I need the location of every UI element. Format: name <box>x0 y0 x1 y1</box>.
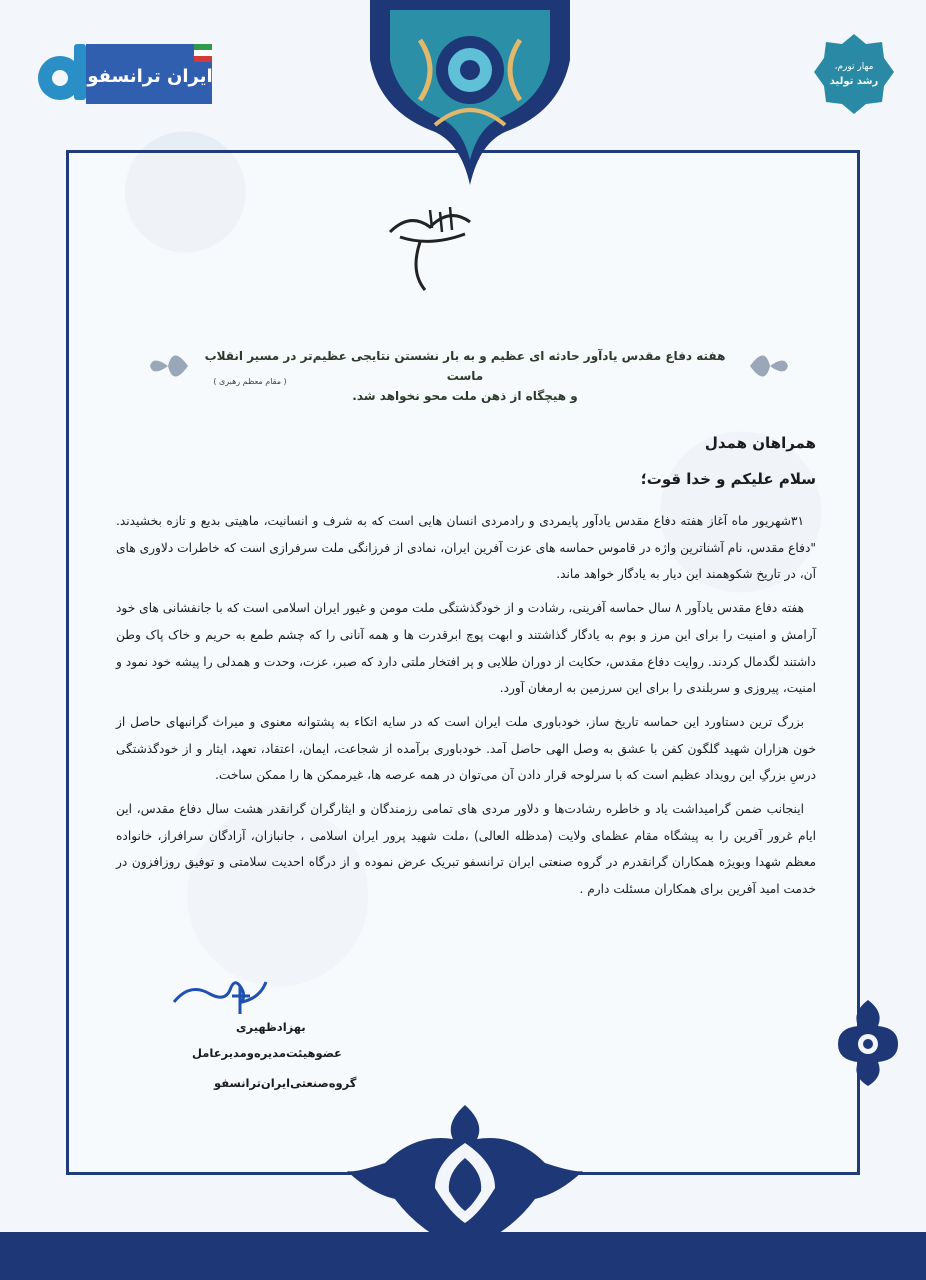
side-arabesque-ornament <box>832 998 904 1088</box>
quote-ornament-left <box>148 345 190 387</box>
quote-ornament-right <box>748 345 790 387</box>
salutation: سلام علیکم و خدا قوت؛ <box>640 470 816 488</box>
top-arabesque-ornament <box>360 0 580 190</box>
leader-quote <box>200 346 730 406</box>
footer-bar <box>0 1232 926 1280</box>
greeting: همراهان همدل <box>704 434 816 452</box>
badge-line: رشد تولید <box>829 76 879 87</box>
paragraph: ۳۱شهریور ماه آغاز هفته دفاع مقدس یادآور پایمردی و رادمردی انسان هایی است که به شرف و انسانیت، ماهیتی بدیع و تازه بخشیدند. "دفاع مقدس، نام آشناترین واژه در قاموس حماسه های عزت آفرین ایران، نمادی از فرزانگی ملت سرفرازی است که خاطرات دلاوری های آن، در تاریخ شکوهمند این دیار به یادگار خواهد ماند. <box>116 514 816 582</box>
quote-line: هفته دفاع مقدس یادآور حادثه ای عظیم و به بار نشستن نتایجی عظیم‌تر در مسیر انقلاب ماست <box>204 349 726 383</box>
signatory-name: بهزادظهیری <box>236 1020 306 1034</box>
logo-text: ایران ترانسفو <box>87 66 213 87</box>
badge-line: مهار تورم، <box>834 62 874 72</box>
basmala-calligraphy <box>380 192 480 292</box>
paragraph: بزرگ ترین دستاورد این حماسه تاریخ ساز، خودباوری ملت ایران است که در سایه اتکاء به پشتوانه معنوی و میراث گرانبهای حاصل از خون هزاران شهید گلگون کفن با عشق به وصل الهی حاصل آمد. خودباوری برآمده از شجاعت، ایمان، اعتقاد، تعهد، ایثار و از خودگذشتگی درسِ بزرگِ این رویداد عظیم است که با سرلوحه قرار دادن آن می‌توان در همه عرصه ها، غیرممکن ها را ممکن ساخت. <box>116 714 816 783</box>
handwritten-signature <box>170 972 270 1022</box>
paragraph: هفته دفاع مقدس یادآور ۸ سال حماسه آفرینی، رشادت و از خودگذشتگی ملت مومن و غیور ایران اسلامی است که با جانفشانی های خود آرامش و امنیت را برای این مرز و بوم به یادگار گذاشتند و ابهت پوچ ابرقدرت ها و همه آنانی را که چشم طمع به حریم و خاک پاک وطن داشتند لگدمال کردند. روایت دفاع مقدس، حکایت از دوران طلایی و پر افتخار ملتی دارد که صبر، عزت، وحدت و همدلی را پیشه خود نمود و امنیت، پیروزی و سربلندی را برای این سرزمین به ارمغان آورد. <box>116 601 816 696</box>
iran-transfo-logo <box>30 38 214 108</box>
quote-source: ( مقام معظم رهبری ) <box>213 377 287 386</box>
signatory-company: گروه‌صنعتی‌ایران‌ترانسفو <box>214 1076 357 1090</box>
campaign-slogan-badge <box>812 32 896 116</box>
bottom-arabesque-ornament <box>345 1103 585 1253</box>
signatory-title: عضوهیئت‌مدیره‌ومدیرعامل <box>192 1046 342 1060</box>
paragraph: اینجانب ضمن گرامیداشت یاد و خاطره رشادت‌ها و دلاور مردی های تمامی رزمندگان و ایثارگران گرانقدر هشت سال دفاع مقدس، این ایام غرور آفرین را به پیشگاه مقام عظمای ولایت (مدظله العالی) ،ملت شهید پرور ایران اسلامی ، جانبازان، آزادگان سرافراز، خانواده معظم شهدا وبویژه همکاران گرانقدرم در گروه صنعتی ایران ترانسفو تبریک عرض نموده و از درگاه احدیت سلامتی و توفیق روزافزون در خدمت امید آفرین برای همکاران مسئلت دارم . <box>116 802 816 897</box>
quote-line: و هیچگاه از ذهن ملت محو نخواهد شد. <box>352 389 578 403</box>
letter-body <box>116 508 816 910</box>
